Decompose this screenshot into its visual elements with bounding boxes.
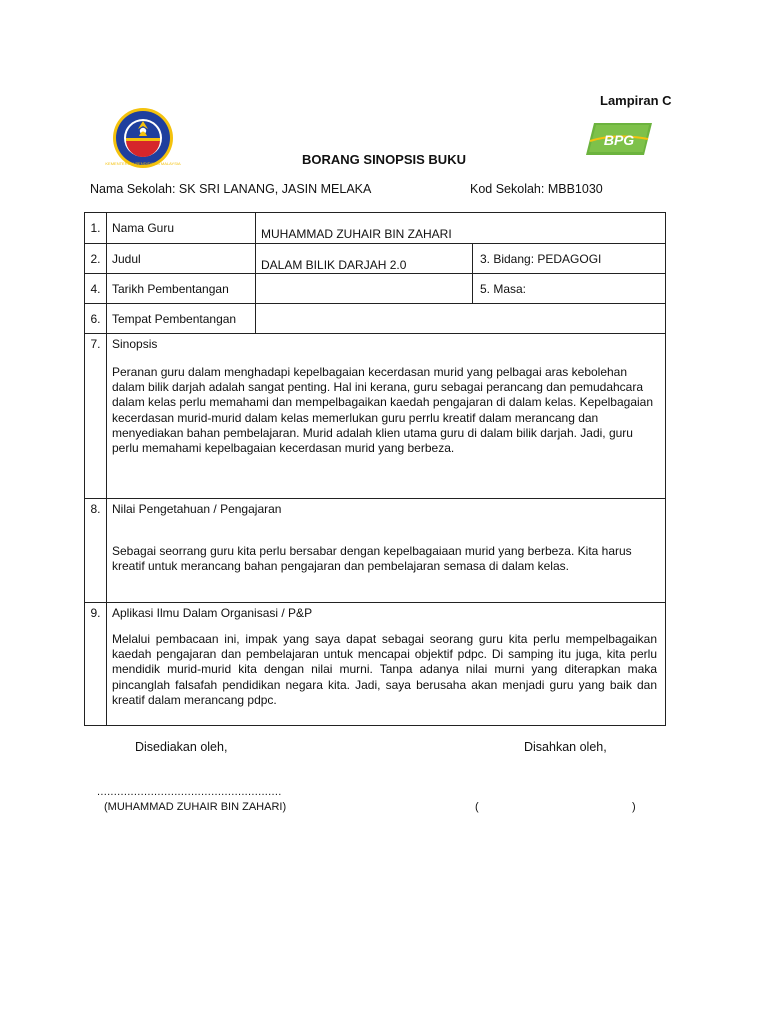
row-number: 2. [85, 244, 107, 274]
values-heading: Nilai Pengetahuan / Pengajaran [112, 502, 282, 516]
row-number: 7. [85, 334, 107, 499]
synopsis-form-table [84, 212, 666, 726]
presentation-venue-label: Tempat Pembentangan [107, 304, 256, 334]
form-row-teacher [85, 213, 666, 244]
row-number: 1. [85, 213, 107, 244]
book-title-label: Judul [107, 244, 256, 274]
application-block [107, 603, 666, 726]
form-section-application [85, 603, 666, 726]
form-title: BORANG SINOPSIS BUKU [302, 152, 466, 167]
time-field[interactable]: 5. Masa: [473, 274, 666, 304]
signature-line: ....................................................... [97, 786, 282, 798]
synopsis-block [107, 334, 666, 499]
book-title-value[interactable]: DALAM BILIK DARJAH 2.0 [256, 244, 473, 274]
school-code: Kod Sekolah: MBB1030 [470, 182, 603, 196]
preparer-name: (MUHAMMAD ZUHAIR BIN ZAHARI) [104, 801, 287, 813]
prepared-by-label: Disediakan oleh, [135, 740, 228, 754]
presentation-date-label: Tarikh Pembentangan [107, 274, 256, 304]
form-row-date [85, 274, 666, 304]
form-section-values [85, 499, 666, 603]
teacher-name-label: Nama Guru [107, 213, 256, 244]
application-text[interactable]: Melalui pembacaan ini, impak yang saya dapat sebagai seorang guru kita perlu mempelbagaikan kaedah pengajaran dan pembelajaran untuk mencapai objektif pdpc. Di samping itu juga, kita perlu mendidik murid-murid kita dengan nilai murni. Tanpa adanya nilai murni yang diterapkan maka pincanglah falsafah pendidikan negara kita. Jadi, saya berusaha akan menjadi guru yang baik dan kreatif dalam merancang pdpc. [112, 632, 657, 707]
values-text[interactable]: Sebagai seorrang guru kita perlu bersabar dengan kepelbagaiaan murid yang berbeza. Kita harus kreatif untuk merancang bahan pengajaran dan pembelajaran semasa di dalam kelas. [112, 544, 632, 574]
school-name: Nama Sekolah: SK SRI LANANG, JASIN MELAKA [90, 182, 372, 196]
approver-name-close-bracket: ) [632, 801, 636, 813]
synopsis-text[interactable]: Peranan guru dalam menghadapi kepelbagaian kecerdasan murid yang pelbagai aras kebolehan dalam bilik darjah adalah sangat penting. Hal ini kerana, guru sebagai perancang dan pemudahcara dalam kelas perlu memahami dan mempelbagaikan kaedah pengajaran di dalam kelas. Kepelbagaian kecerdasan murid-murid dalam kelas memerlukan guru perrlu kreatif dalam merancang dan menyediakan bahan pembelajaran. Murid adalah klien utama guru di dalam bilik darjah. Jadi, guru perlu memahami kepelbagaian kecerdasan murid yang berbeza. [112, 365, 654, 456]
row-number: 9. [85, 603, 107, 726]
row-number: 4. [85, 274, 107, 304]
attachment-label: Lampiran C [600, 93, 672, 108]
kpm-logo-text: KEMENTERIAN PENDIDIKAN MALAYSIA [105, 161, 181, 166]
form-row-venue [85, 304, 666, 334]
presentation-venue-value[interactable] [256, 304, 666, 334]
approver-name-open-bracket: ( [475, 801, 479, 813]
row-number: 8. [85, 499, 107, 603]
field-area-value[interactable]: 3. Bidang: PEDAGOGI [473, 244, 666, 274]
teacher-name-value[interactable]: MUHAMMAD ZUHAIR BIN ZAHARI [256, 213, 666, 244]
application-heading: Aplikasi Ilmu Dalam Organisasi / P&P [112, 606, 313, 620]
synopsis-heading: Sinopsis [112, 337, 158, 351]
bpg-logo-text: BPG [603, 132, 635, 148]
values-block [107, 499, 666, 603]
form-section-synopsis [85, 334, 666, 499]
presentation-date-value[interactable] [256, 274, 473, 304]
row-number: 6. [85, 304, 107, 334]
approved-by-label: Disahkan oleh, [524, 740, 607, 754]
form-row-title [85, 244, 666, 274]
